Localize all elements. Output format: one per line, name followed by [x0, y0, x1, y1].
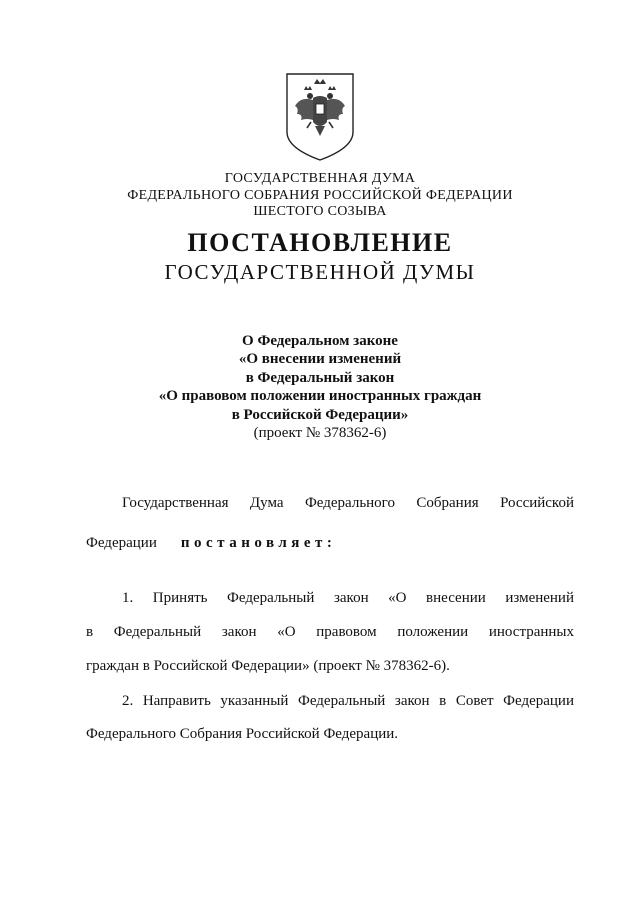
intro-line-1: Государственная Дума Федерального Собрания Российской — [122, 495, 574, 511]
draft-number: (проект № 378362-6) — [253, 425, 387, 441]
item-2-line-2: Федерального Собрания Российской Федерации. — [86, 726, 399, 742]
resolves-verb: постановляет: — [180, 535, 337, 551]
item-1-line-1: 1. Принять Федеральный закон «О внесении изменений — [122, 590, 574, 606]
subject-line-1: О Федеральном законе — [242, 333, 398, 349]
document-title: ПОСТАНОВЛЕНИЕ — [187, 228, 453, 257]
subject-line-6 — [0, 423, 640, 443]
subject-line-4: «О правовом положении иностранных граждан — [158, 388, 482, 404]
item-2-line-1: 2. Направить указанный Федеральный закон в Совет Федерации — [122, 693, 574, 709]
subject-line-2: «О внесении изменений — [238, 351, 402, 367]
intro-line-2 — [86, 534, 574, 552]
subject-line-3: в Федеральный закон — [245, 370, 395, 386]
header-line-1: ГОСУДАРСТВЕННАЯ ДУМА — [224, 171, 416, 186]
header-line-2: ФЕДЕРАЛЬНОГО СОБРАНИЯ РОССИЙСКОЙ ФЕДЕРАЦИИ — [127, 188, 513, 203]
intro-federation: Федерации — [86, 535, 157, 551]
item-1-line-3: граждан в Российской Федерации» (проект № 378362-6). — [86, 658, 450, 674]
item-1-line-2: в Федеральный закон «О правовом положении иностранных — [86, 624, 574, 640]
header-line-3: ШЕСТОГО СОЗЫВА — [253, 204, 387, 219]
coat-of-arms-icon — [283, 70, 357, 162]
document-subtitle: ГОСУДАРСТВЕННОЙ ДУМЫ — [164, 260, 476, 284]
subject-line-5: в Российской Федерации» — [231, 407, 409, 423]
